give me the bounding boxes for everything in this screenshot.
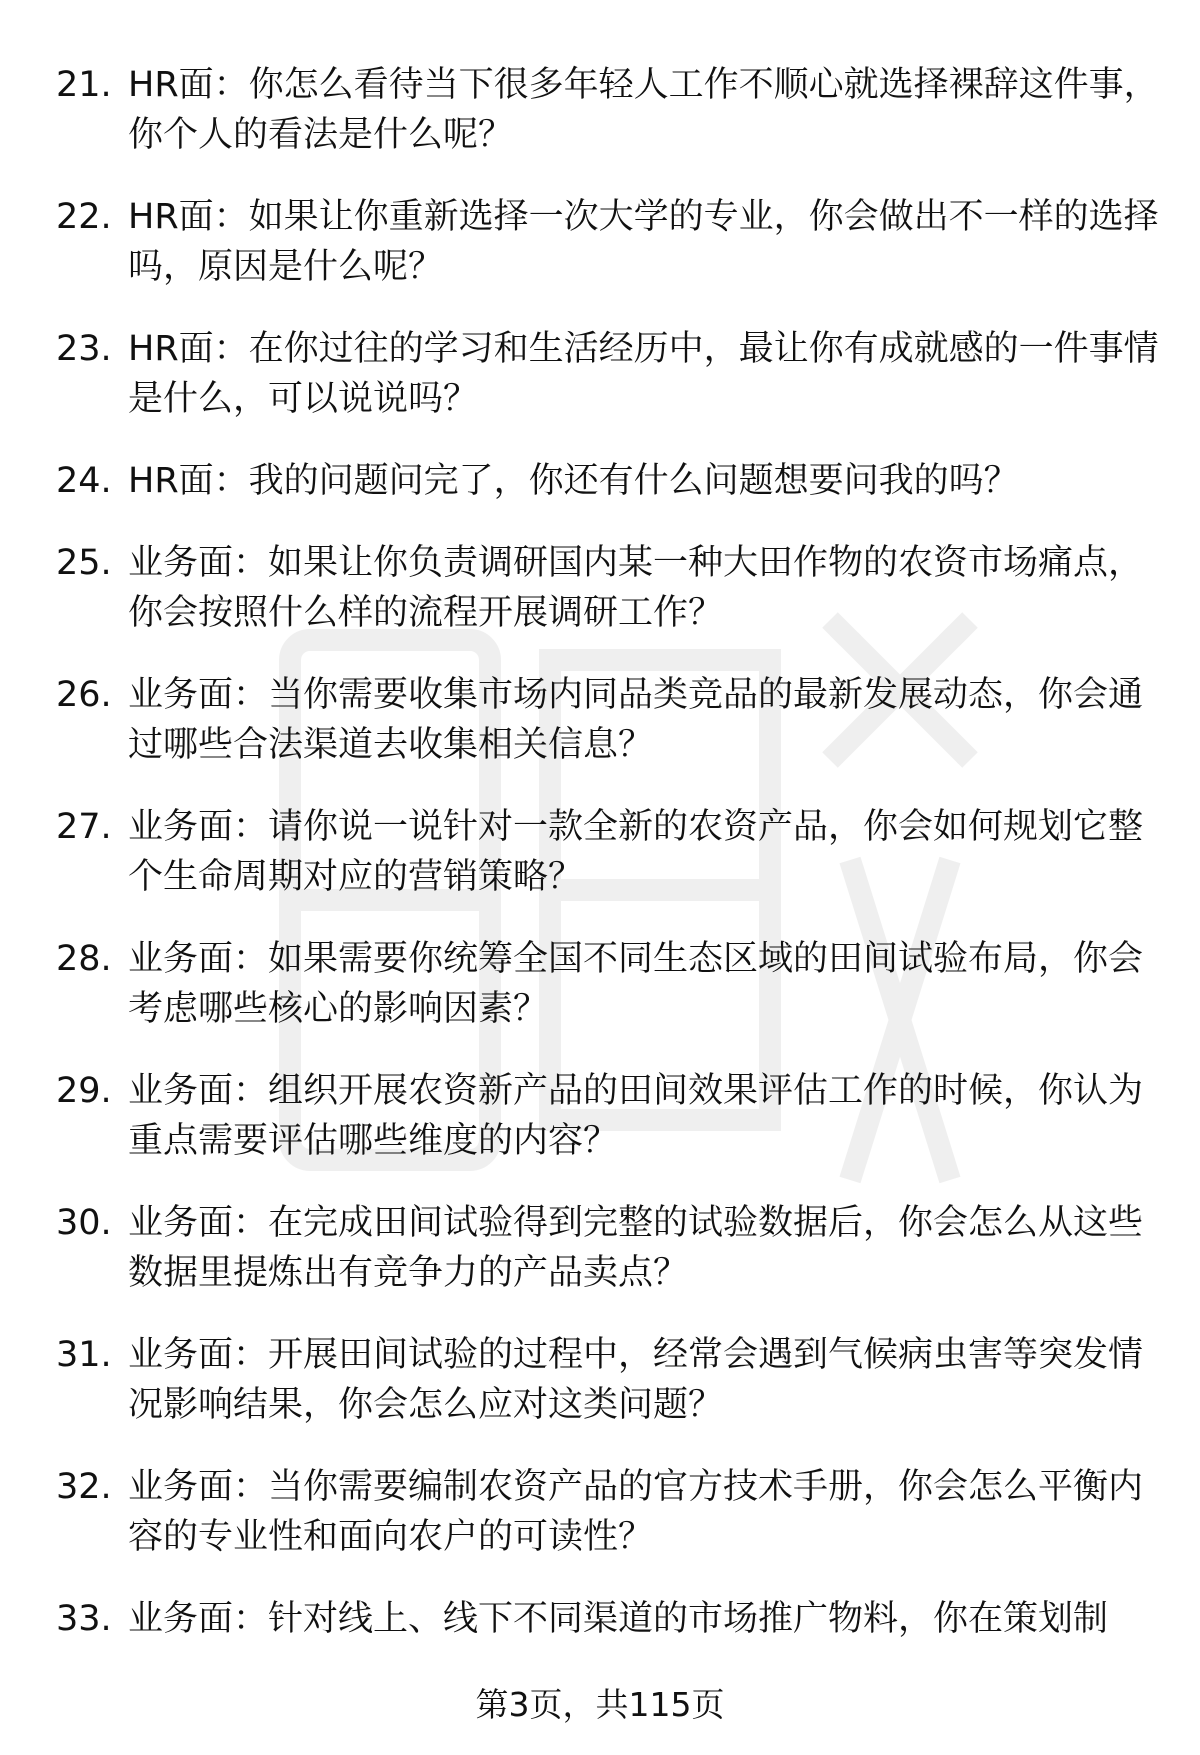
question-text: 业务面：当你需要收集市场内同品类竞品的最新发展动态，你会通过哪些合法渠道去收集相关信息？	[128, 675, 1144, 765]
question-number: 26.	[56, 675, 112, 715]
question-number: 29.	[56, 1071, 112, 1111]
question-text: 业务面：请你说一说针对一款全新的农资产品，你会如何规划它整个生命周期对应的营销策略？	[128, 807, 1144, 897]
question-text: 业务面：组织开展农资新产品的田间效果评估工作的时候，你认为重点需要评估哪些维度的内容？	[128, 1071, 1144, 1161]
question-number: 28.	[56, 939, 112, 979]
question-text: HR面：我的问题问完了，你还有什么问题想要问我的吗？	[128, 461, 1019, 501]
list-item	[0, 180, 1200, 312]
question-number: 21.	[56, 65, 112, 105]
list-item	[0, 1450, 1200, 1582]
question-text: 业务面：针对线上、线下不同渠道的市场推广物料，你在策划制	[128, 1599, 1109, 1639]
question-text: HR面：在你过往的学习和生活经历中，最让你有成就感的一件事情是什么，可以说说吗？	[128, 329, 1159, 419]
question-number: 25.	[56, 543, 112, 583]
question-text: 业务面：在完成田间试验得到完整的试验数据后，你会怎么从这些数据里提炼出有竞争力的产品卖点？	[128, 1203, 1144, 1293]
list-item	[0, 790, 1200, 922]
question-text: 业务面：如果需要你统筹全国不同生态区域的田间试验布局，你会考虑哪些核心的影响因素？	[128, 939, 1144, 1029]
question-number: 33.	[56, 1599, 112, 1639]
page-footer	[0, 1683, 1200, 1727]
list-item	[0, 1582, 1200, 1664]
question-text: 业务面：如果让你负责调研国内某一种大田作物的农资市场痛点，你会按照什么样的流程开展调研工作？	[128, 543, 1144, 633]
question-text: HR面：你怎么看待当下很多年轻人工作不顺心就选择裸辞这件事，你个人的看法是什么呢？	[128, 65, 1159, 155]
question-number: 32.	[56, 1467, 112, 1507]
list-item	[0, 526, 1200, 658]
list-item	[0, 658, 1200, 790]
question-number: 23.	[56, 329, 112, 369]
question-number: 22.	[56, 197, 112, 237]
list-item	[0, 1318, 1200, 1450]
question-list	[0, 48, 1200, 1664]
question-text: 业务面：当你需要编制农资产品的官方技术手册，你会怎么平衡内容的专业性和面向农户的可读性？	[128, 1467, 1144, 1557]
question-text: 业务面：开展田间试验的过程中，经常会遇到气候病虫害等突发情况影响结果，你会怎么应对这类问题？	[128, 1335, 1144, 1425]
question-number: 24.	[56, 461, 112, 501]
page-number-label: 第3页，共115页	[475, 1685, 725, 1724]
question-text: HR面：如果让你重新选择一次大学的专业，你会做出不一样的选择吗，原因是什么呢？	[128, 197, 1159, 287]
question-number: 27.	[56, 807, 112, 847]
list-item	[0, 922, 1200, 1054]
question-number: 30.	[56, 1203, 112, 1243]
list-item	[0, 1186, 1200, 1318]
list-item	[0, 48, 1200, 180]
list-item	[0, 444, 1200, 526]
list-item	[0, 312, 1200, 444]
list-item	[0, 1054, 1200, 1186]
question-number: 31.	[56, 1335, 112, 1375]
